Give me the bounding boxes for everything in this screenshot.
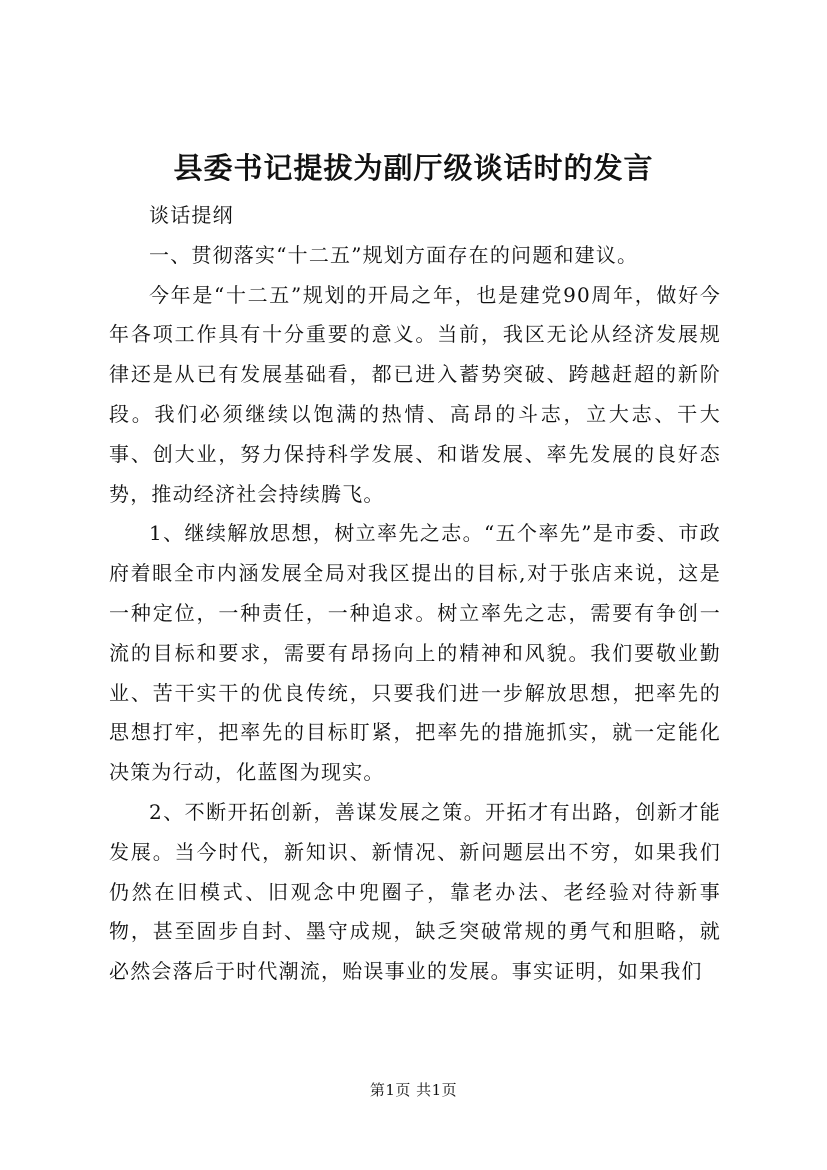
paragraph-intro: 今年是“十二五”规划的开局之年，也是建党90周年，做好今年各项工作具有十分重要的意义。当前，我区无论从经济发展规律还是从已有发展基础看，都已进入蓄势突破、跨越赶超的新阶段。我们必须继续以饱满的热情、高昂的斗志，立大志、干大事、创大业，努力保持科学发展、和谐发展、率先发展的良好态势，推动经济社会持续腾飞。 [109,282,721,506]
paragraph-point-one: 1、继续解放思想，树立率先之志。“五个率先”是市委、市政府着眼全市内涵发展全局对我区提出的目标,对于张店来说，这是一种定位，一种责任，一种追求。树立率先之志，需要有争创一流的目标和要求，需要有昂扬向上的精神和风貌。我们要敬业勤业、苦干实干的优良传统，只要我们进一步解放思想，把率先的思想打牢，把率先的目标盯紧，把率先的措施抓实，就一定能化决策为行动，化蓝图为现实。 [109,521,721,785]
document-body [109,196,721,992]
paragraph-point-two: 2、不断开拓创新，善谋发展之策。开拓才有出路，创新才能发展。当今时代，新知识、新情况、新问题层出不穷，如果我们仍然在旧模式、旧观念中兜圈子，靠老办法、老经验对待新事物，甚至固步自封、墨守成规，缺乏突破常规的勇气和胆略，就必然会落后于时代潮流，贻误事业的发展。事实证明，如果我们 [109,799,721,984]
page-number-footer: 第1页 共1页 [369,1081,458,1099]
document-title: 县委书记提拔为副厅级谈话时的发言 [173,151,654,185]
paragraph-outline-heading: 谈话提纲 [149,203,234,227]
paragraph-section-one: 一、贯彻落实“十二五”规划方面存在的问题和建议。 [149,242,639,267]
